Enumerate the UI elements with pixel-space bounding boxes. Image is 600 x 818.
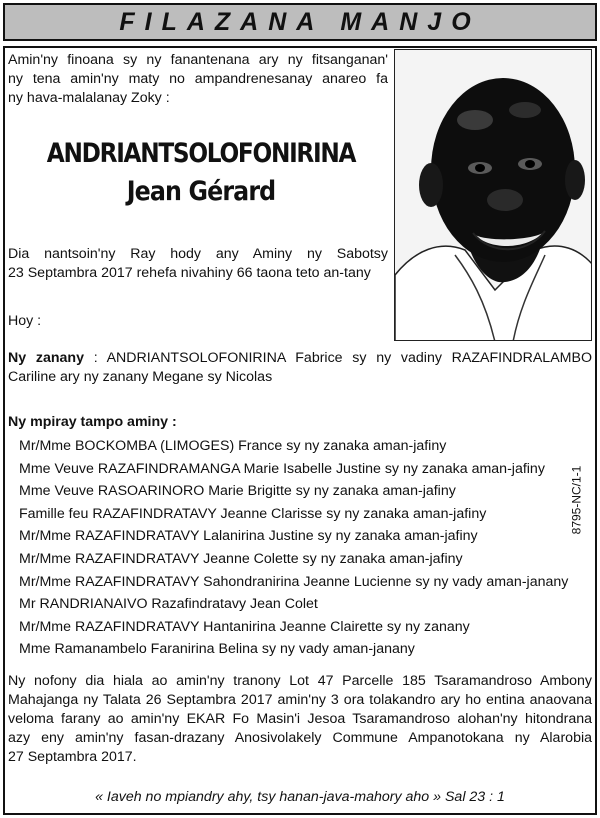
family-member: Mr/Mme BOCKOMBA (LIMOGES) France sy ny zanaka aman-jafiny: [19, 438, 447, 454]
family-member: Mr/Mme RAZAFINDRATAVY Jeanne Colette sy ny zanaka aman-jafiny: [19, 550, 463, 567]
funeral-line: veloma farany ao amin'ny EKAR Fo Masin'i Jesoa Tsaramandroso alohan'ny hitondrana: [8, 711, 592, 727]
funeral-line: azy eny amin'ny fasan-drazany Anosivolakely Commune Ampanotokana ny Alarobia: [8, 730, 592, 746]
notice-banner: [3, 3, 597, 41]
reference-code: 8795-NC/1-1: [569, 465, 584, 535]
death-notice-line: 23 Septambra 2017 rehefa nivahiny 66 taona teto an-tany: [8, 265, 371, 281]
family-member: Mr RANDRIANAIVO Razafindratavy Jean Colet: [19, 596, 318, 613]
portrait-photo-icon: [395, 50, 592, 341]
deceased-given-names: Jean Gérard: [126, 176, 276, 207]
family-member: Mme Veuve RASOARINORO Marie Brigitte sy ny zanaka aman-jafiny: [19, 483, 456, 500]
reference-code-wrapper: [566, 440, 586, 560]
intro-line: ny tena amin'ny maty no ampandrenesanay anareo fa: [8, 71, 388, 87]
family-member: Mme Veuve RAZAFINDRAMANGA Marie Isabelle Justine sy ny zanaka aman-jafiny: [19, 460, 545, 477]
family-member: Mr/Mme RAZAFINDRATAVY Sahondranirina Jeanne Lucienne sy ny vady aman-janany: [19, 573, 569, 590]
family-heading: Ny mpiray tampo aminy :: [8, 414, 177, 430]
hoy-label: Hoy :: [8, 313, 42, 329]
portrait-photo: [394, 49, 592, 341]
bible-verse: « Iaveh no mpiandry ahy, tsy hanan-java-mahory aho » Sal 23 : 1: [95, 789, 505, 805]
children-label: Ny zanany: [8, 350, 84, 366]
children-names: : ANDRIANTSOLOFONIRINA Fabrice sy ny vadiny RAZAFINDRALAMBO: [83, 350, 592, 366]
deceased-surname: ANDRIANTSOLOFONIRINA: [46, 138, 356, 169]
intro-paragraph: [8, 51, 388, 108]
family-member: Famille feu RAZAFINDRATAVY Jeanne Clarisse sy ny zanaka aman-jafiny: [19, 505, 487, 522]
children-line-2: Cariline ary ny zanany Megane sy Nicolas: [8, 369, 273, 385]
family-member: Mme Ramanambelo Faranirina Belina sy ny vady aman-janany: [19, 641, 415, 658]
funeral-line: Ny nofony dia hiala ao amin'ny tranony Lot 47 Parcelle 185 Tsaramandroso Ambony: [8, 673, 592, 689]
family-list: [19, 435, 568, 661]
family-member: Mr/Mme RAZAFINDRATAVY Lalanirina Justine sy ny zanaka aman-jafiny: [19, 528, 478, 545]
funeral-line: Mahajanga ny Talata 26 Septambra 2017 amin'ny 3 ora tolakandro ary ho entina anaovana: [8, 692, 592, 708]
intro-line: Amin'ny finoana sy ny fanantenana ary ny fitsanganan': [8, 52, 388, 68]
children-paragraph: [8, 349, 592, 387]
funeral-paragraph: [8, 672, 592, 767]
notice-title: FILAZANA MANJO: [119, 7, 481, 36]
children-line: [8, 349, 592, 368]
death-notice-line: Dia nantsoin'ny Ray hody any Aminy ny Sabotsy: [8, 246, 388, 262]
family-member: Mr/Mme RAZAFINDRATAVY Hantanirina Jeanne Clairette sy ny zanany: [19, 618, 470, 635]
funeral-line: 27 Septambra 2017.: [8, 749, 137, 765]
death-notice: [8, 245, 388, 283]
intro-line: ny hava-malalanay Zoky :: [8, 90, 170, 106]
